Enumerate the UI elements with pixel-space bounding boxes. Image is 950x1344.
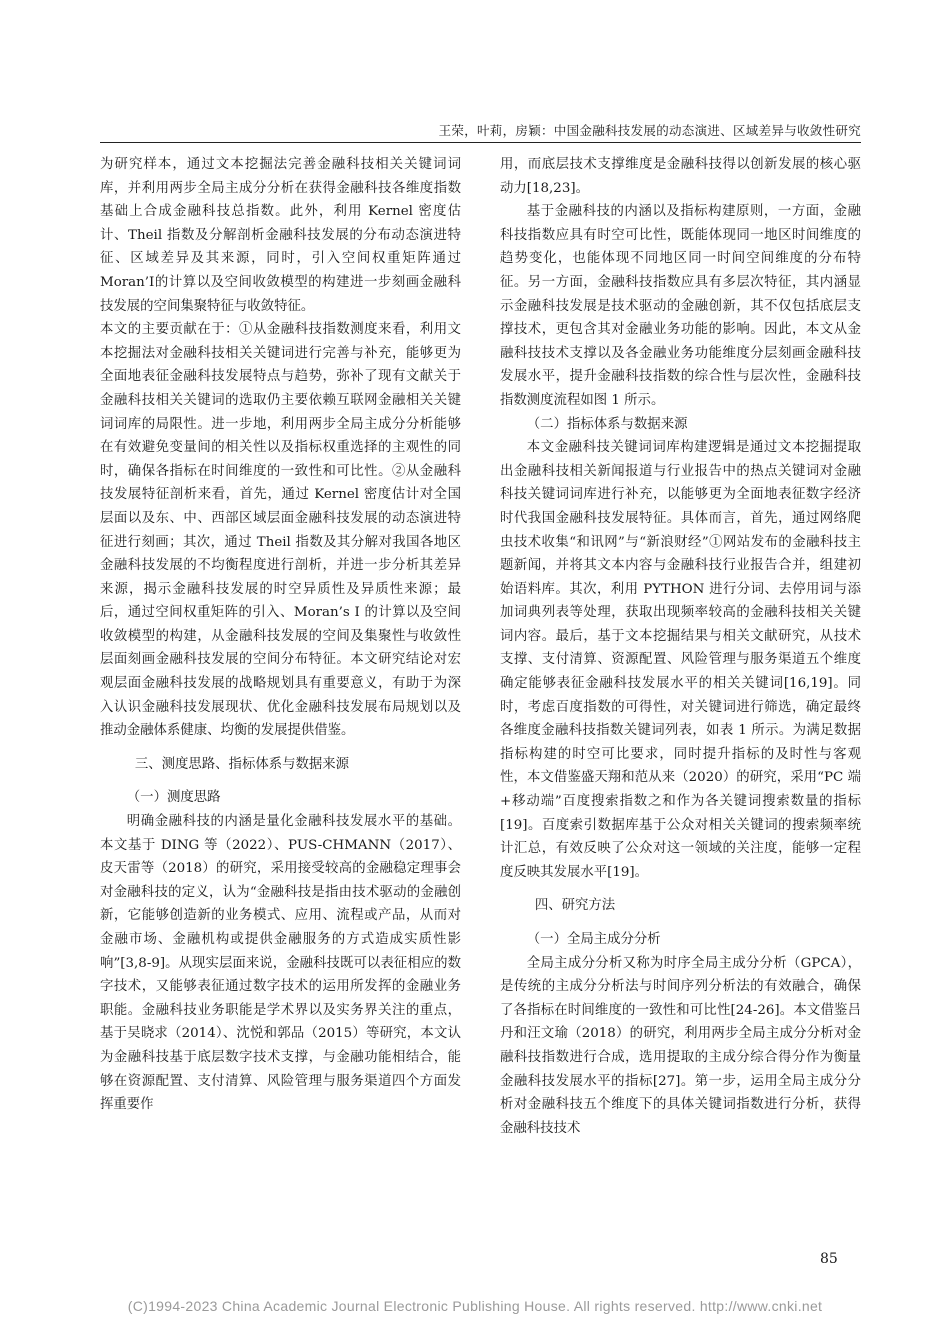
- running-header: 王荣，叶莉，房颖：中国金融科技发展的动态演进、区域差异与收敛性研究: [438, 123, 861, 138]
- paragraph: 全局主成分分析又称为时序全局主成分分析（GPCA），是传统的主成分分析法与时间序列分析法的有效融合，确保了各指标在时间维度的一致性和可比性[24-26]。本文借鉴吕丹和汪文瑜（2018）的研究，利用两步全局主成分分析对金融科技指数进行合成，选用提取的主成分综合得分作为衡量金融科技发展水平的指标[27]。第一步，运用全局主成分分析对金融科技五个维度下的具体关键词指数进行分析，获得金融科技技术: [500, 955, 861, 1136]
- subsection-heading: （二）指标体系与数据来源: [526, 416, 688, 432]
- subsection-heading: （一）全局主成分分析: [526, 932, 661, 947]
- paragraph: 明确金融科技的内涵是量化金融科技发展水平的基础。本文基于 DING 等（2022）、PUS-CHMANN（2017）、皮天雷等（2018）的研究，采用接受较高的金融稳定理事会对金融科技的定义，认为“金融科技是指由技术驱动的金融创新，它能够创造新的业务模式、应用、流程或产品，从而对金融市场、金融机构或提供金融服务的方式造成实质性影响”[3,8-9]。从现实层面来说，金融科技既可以表征相应的数字技术，又能够表征通过数字技术的运用所发挥的金融业务职能。金融科技业务职能是学术界以及实务界关注的重点，基于吴晓求（2014）、沈悦和郭品（2015）等研究，本文认为金融科技基于底层数字技术支撑，与金融功能相结合，能够在资源配置、支付清算、风险管理与服务渠道四个方面发挥重要作: [100, 814, 461, 1113]
- paragraph: 基于金融科技的内涵以及指标构建原则，一方面，金融科技指数应具有时空可比性，既能体现同一地区时间维度的趋势变化，也能体现不同地区同一时间空间维度的分布特征。另一方面，金融科技指数应具有多层次特征，其内涵显示金融科技发展是技术驱动的金融创新，其不仅包括底层支撑技术，更包含其对金融业务功能的影响。因此，本文从金融科技技术支撑以及各金融业务功能维度分层刻画金融科技发展水平，提升金融科技指数的综合性与层次性，金融科技指数测度流程如图 1 所示。: [500, 204, 861, 408]
- left-column: [100, 153, 461, 1117]
- page-number: 85: [820, 1251, 838, 1267]
- paragraph: 本文的主要贡献在于：①从金融科技指数测度来看，利用文本挖掘法对金融科技相关关键词进行完善与补充，能够更为全面地表征金融科技发展特点与趋势，弥补了现有文献关于金融科技相关关键词的选取仍主要依赖互联网金融相关关键词词库的局限性。进一步地，利用两步全局主成分分析能够在有效避免变量间的相关性以及指标权重选择的主观性的同时，确保各指标在时间维度的一致性和可比性。②从金融科技发展特征剖析来看，首先，通过 Kernel 密度估计对全国层面以及东、中、西部区域层面金融科技发展的动态演进特征进行刻画；其次，通过 Theil 指数及其分解对我国各地区金融科技发展的不均衡程度进行剖析，并进一步分析其差异来源，揭示金融科技发展的时空异质性及异质性来源；最后，通过空间权重矩阵的引入、Moran’s I 的计算以及空间收敛模型的构建，从金融科技发展的空间及集聚性与收敛性层面刻画金融科技发展的空间分布特征。本文研究结论对宏观层面金融科技发展的战略规划具有重要意义，有助于为深入认识金融科技发展现状、优化金融科技发展布局规划以及推动金融体系健康、均衡的发展提供借鉴。: [100, 322, 461, 739]
- right-column: [500, 153, 861, 1140]
- paragraph: 为研究样本，通过文本挖掘法完善金融科技相关关键词词库，并利用两步全局主成分分析在获得金融科技各维度指数基础上合成金融科技总指数。此外，利用 Kernel 密度估计、Theil 指数及分解剖析金融科技发展的分布动态演进特征、区域差异及其来源，同时，引入空间权重矩阵通过 Moran’I的计算以及空间收敛模型的构建进一步刻画金融科技发展的空间集聚特征与收敛特征。: [100, 157, 461, 314]
- paragraph: 本文金融科技关键词词库构建逻辑是通过文本挖掘提取出金融科技相关新闻报道与行业报告中的热点关键词对金融科技关键词词库进行补充，以能够更为全面地表征数字经济时代我国金融科技发展特征。具体而言，首先，通过网络爬虫技术收集“和讯网”与“新浪财经”①网站发布的金融科技主题新闻，并将其文本内容与金融科技行业报告合并，组建初始语料库。其次，利用 PYTHON 进行分词、去停用词与添加词典列表等处理，获取出现频率较高的金融科技相关关键词内容。最后，基于文本挖掘结果与相关文献研究，从技术支撑、支付清算、资源配置、风险管理与服务渠道五个维度确定能够表征金融科技发展水平的相关关键词[16,19]。同时，考虑百度指数的可得性，对关键词进行筛选，确定最终各维度金融科技指数关键词列表，如表 1 所示。为满足数据指标构建的时空可比要求，同时提升指标的及时性与客观性，本文借鉴盛天翔和范从来（2020）的研究，采用“PC 端+移动端”百度搜索指数之和作为各关键词搜索数量的指标[19]。百度索引数据库基于公众对相关关键词的搜索频率统计汇总，有效反映了公众对这一领域的关注度，能够一定程度反映其发展水平[19]。: [500, 440, 861, 880]
- paragraph: 用，而底层技术支撑维度是金融科技得以创新发展的核心驱动力[18,23]。: [500, 157, 861, 196]
- section-heading: 四、研究方法: [534, 898, 616, 914]
- section-heading: 三、测度思路、指标体系与数据来源: [134, 756, 350, 772]
- subsection-heading: （一）测度思路: [126, 790, 221, 806]
- header-rule: [100, 142, 861, 143]
- copyright-footer: (C)1994-2023 China Academic Journal Electronic Publishing House. All rights reserved. http://www.cnki.net: [127, 1298, 823, 1314]
